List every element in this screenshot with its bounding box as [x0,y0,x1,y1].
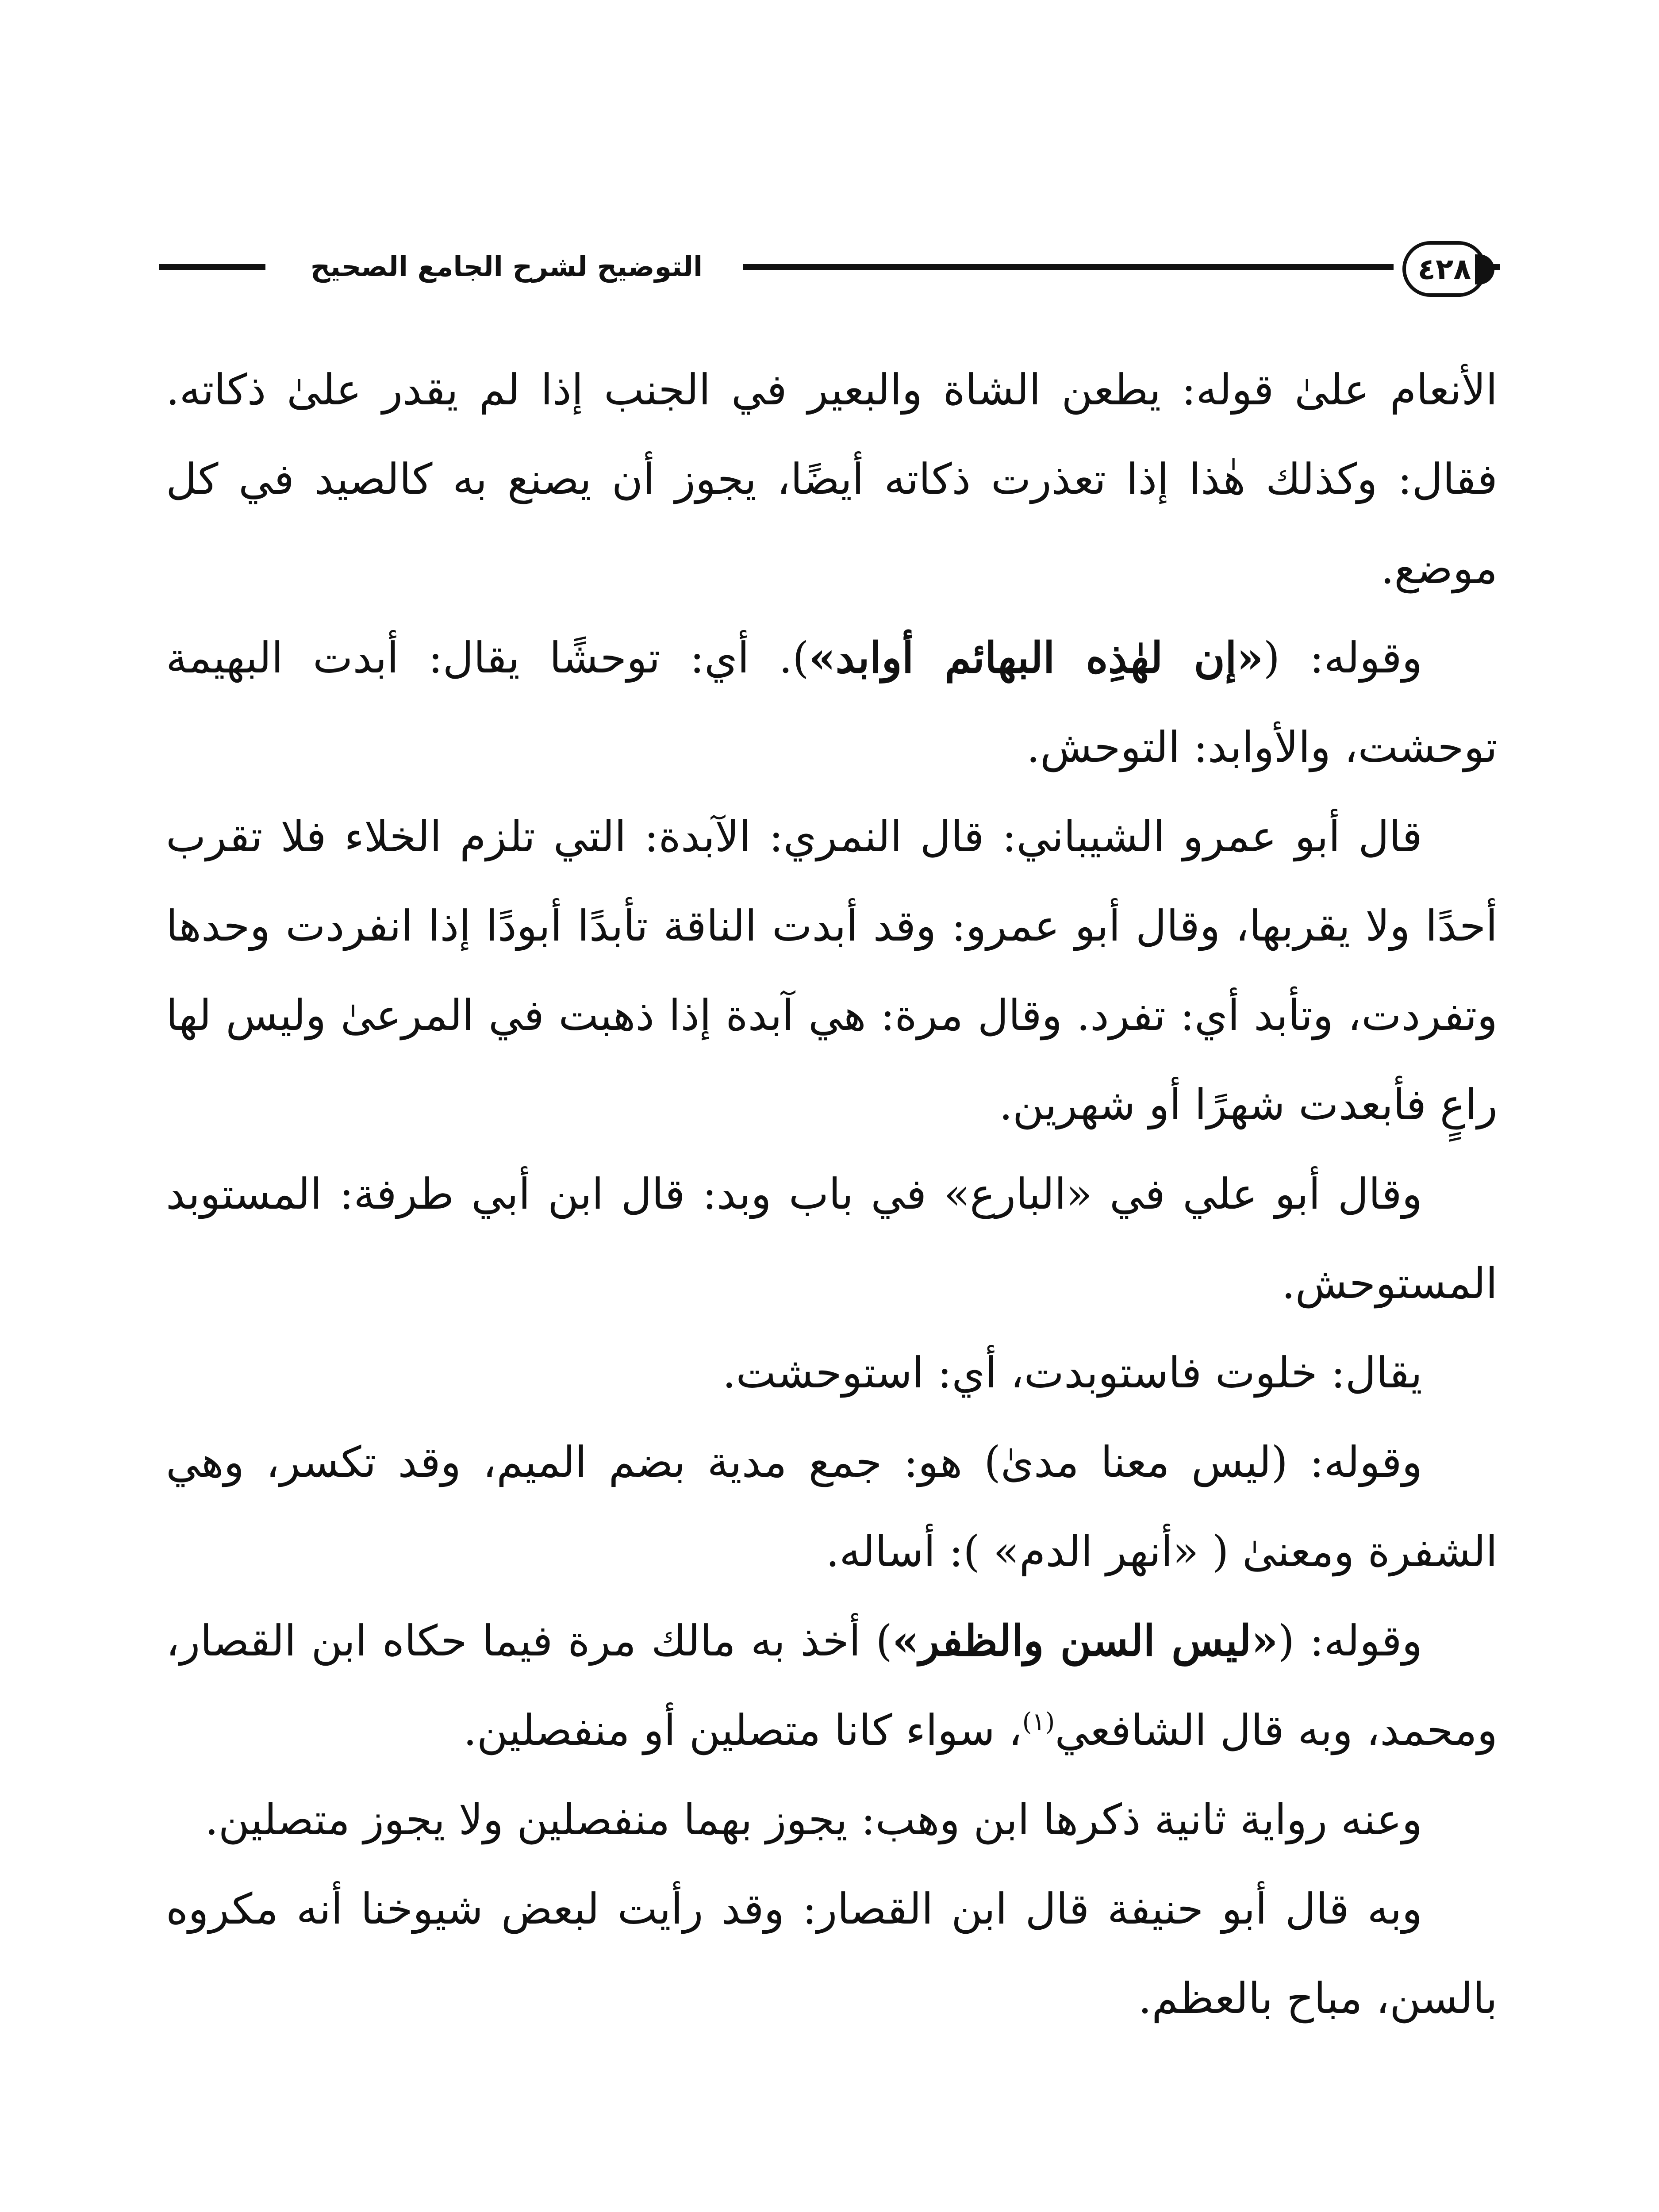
paragraph-7-suffix-a: ) أخذ به مالك مرة فيما حكاه ابن القصار، ومحمد، وبه قال الشافعي [166,1616,1498,1755]
page-number-badge: ٤٢٨ [1402,241,1486,297]
paragraph-8: وعنه رواية ثانية ذكرها ابن وهب: يجوز بهما منفصلين ولا يجوز متصلين. [205,1795,1422,1844]
hadith-quote-sinn: «ليس السن والظفر» [892,1616,1278,1666]
running-header [159,241,1500,303]
paragraph-7-prefix: وقوله: ( [1278,1616,1423,1666]
paragraph-9: وبه قال أبو حنيفة قال ابن القصار: وقد رأيت لبعض شيوخنا أنه مكروه بالسن، مباح بالعظم. [166,1884,1498,2023]
header-rule-middle [743,264,1394,270]
paragraph-7-suffix-b: ، سواء كانا متصلين أو منفصلين. [463,1705,1022,1755]
paragraph-6: وقوله: (ليس معنا مدىٰ) هو: جمع مدية بضم الميم، وقد تكسر، وهي الشفرة ومعنىٰ ( «أنهر الدم» ): أساله. [166,1437,1498,1576]
footnote-ref-1[interactable]: (١) [1022,1708,1055,1736]
paragraph-5: يقال: خلوت فاستوبدت، أي: استوحشت. [722,1348,1422,1398]
running-title: التوضيح لشرح الجامع الصحيح [310,250,703,283]
header-rule-right [1482,264,1500,270]
main-text [166,345,1498,2043]
paragraph-1: الأنعام علىٰ قوله: يطعن الشاة والبعير في الجنب إذا لم يقدر علىٰ ذكاته. فقال: وكذلك هٰذا إذا تعذرت ذكاته أيضًا، يجوز أن يصنع به كالصيد في كل موضع. [166,365,1498,593]
paragraph-2-prefix: وقوله: ( [1263,633,1423,683]
paragraph-7 [166,1596,1498,1775]
header-rule-left [159,264,265,270]
paragraph-2-suffix: ). أي: توحشًا يقال: أبدت البهيمة توحشت، والأوابد: التوحش. [166,633,1498,772]
hadith-quote-awabid: «إن لهٰذِه البهائم أوابد» [809,633,1263,683]
paragraph-4: وقال أبو علي في «البارع» في باب وبد: قال ابن أبي طرفة: المستوبد المستوحش. [166,1169,1498,1308]
paragraph-2 [166,613,1498,792]
paragraph-3: قال أبو عمرو الشيباني: قال النمري: الآبدة: التي تلزم الخلاء فلا تقرب أحدًا ولا يقربها، وقال أبو عمرو: وقد أبدت الناقة تأبدًا أبودًا إذا انفردت وحدها وتفردت، وتأبد أي: تفرد. وقال مرة: هي آبدة إذا ذهبت في المرعىٰ وليس لها راعٍ فأبعدت شهرًا أو شهرين. [166,812,1498,1129]
